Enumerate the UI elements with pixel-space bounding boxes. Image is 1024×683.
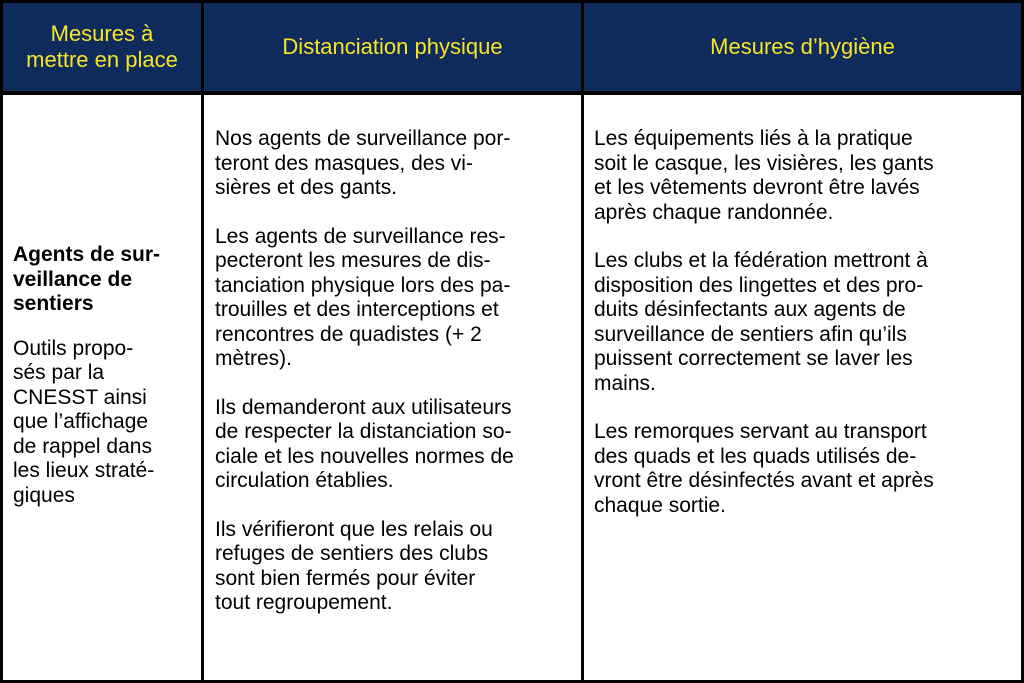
hygiene-paragraph: Les clubs et la fédération mettront à disposition des lingettes et des pro- duits désinfectants aux agents de surveillance de sentiers afin qu’ils puissent correctement se laver les mains. xyxy=(594,249,928,395)
category-cell xyxy=(13,243,198,508)
column-divider-2 xyxy=(581,3,584,680)
hygiene-paragraph: Les équipements liés à la pratique soit le casque, les visières, les gants et les vêtements devront être lavés après chaque randonnée. xyxy=(594,127,934,224)
header-hygiene-measures xyxy=(584,3,1021,91)
header-distancing-label: Distanciation physique xyxy=(282,34,503,59)
distancing-paragraph: Nos agents de surveillance por- teront des masques, des vi- sières et des gants. xyxy=(215,127,511,199)
distancing-cell xyxy=(215,127,577,640)
header-measures-to-implement xyxy=(3,3,201,91)
hygiene-cell xyxy=(594,127,1018,542)
category-note: Outils propo- sés par la CNESST ainsi que l’affichage de rappel dans les lieux straté- giques xyxy=(13,336,155,507)
column-divider-1 xyxy=(201,3,204,680)
table-header-row xyxy=(3,3,1021,95)
category-title: Agents de sur- veillance de sentiers xyxy=(13,243,161,315)
distancing-paragraph: Les agents de surveillance res- pecteront les mesures de dis- tanciation physique lors des pa- trouilles et des interceptions et rencontres de quadistes (+ 2 mètres). xyxy=(215,224,511,370)
header-physical-distancing xyxy=(204,3,581,91)
distancing-paragraph: Ils vérifieront que les relais ou refuges de sentiers des clubs sont bien fermés pour éviter tout regroupement. xyxy=(215,517,493,614)
header-hygiene-label: Mesures d’hygiène xyxy=(710,34,895,59)
header-measures-label: Mesures à mettre en place xyxy=(26,21,178,72)
hygiene-paragraph: Les remorques servant au transport des quads et les quads utilisés de- vront être désinfectés avant et après chaque sortie. xyxy=(594,420,934,517)
distancing-paragraph: Ils demanderont aux utilisateurs de respecter la distanciation so- ciale et les nouvelles normes de circulation établies. xyxy=(215,395,514,492)
